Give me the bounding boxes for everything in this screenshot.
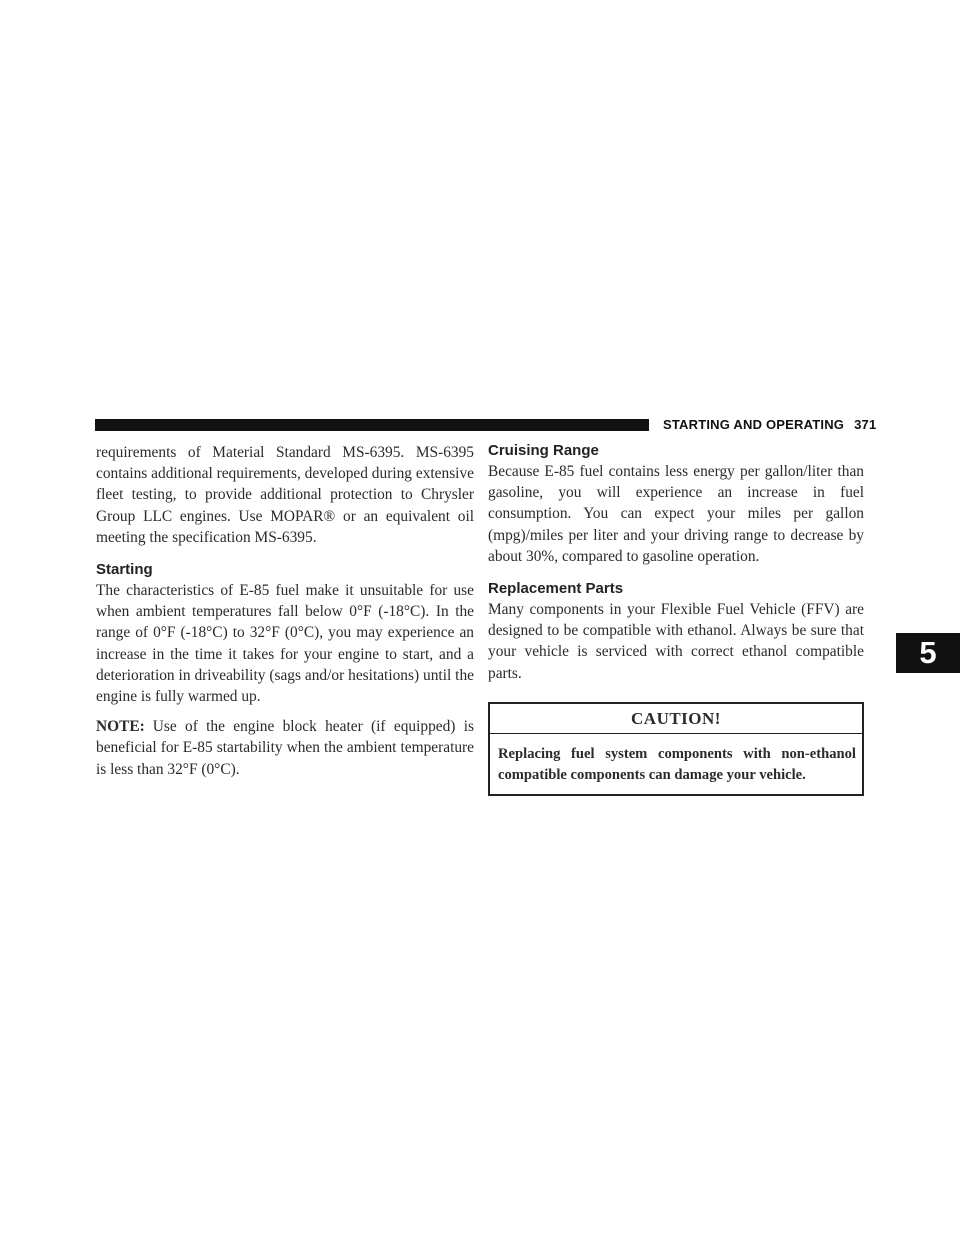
starting-paragraph: The characteristics of E-85 fuel make it unsuitable for use when ambient temperatures fall below 0°F (-18°C). In the range of 0°F (-18°C) to 32°F (0°C), you may experience an increase in the time it takes for your engine to start, and a deterioration in driveability (sags and/or hesitations) until the engine is fully warmed up.: [96, 582, 474, 706]
caution-text: Replacing fuel system components with non-ethanol compatible components can damage your vehicle.: [498, 745, 856, 783]
replacement-parts-heading: Replacement Parts: [488, 580, 624, 598]
replacement-parts-paragraph: Many components in your Flexible Fuel Vehicle (FFV) are designed to be compatible with ethanol. Always be sure that your vehicle is serviced with correct ethanol compatible parts.: [488, 601, 864, 682]
caution-title: CAUTION!: [490, 704, 862, 734]
cruising-range-heading: Cruising Range: [488, 442, 599, 459]
chapter-tab: 5: [896, 633, 960, 673]
header-rule: [95, 419, 649, 431]
note-text: Use of the engine block heater (if equipped) is beneficial for E-85 startability when the ambient temperature is less than 32°F (0°C).: [96, 718, 474, 778]
left-column: [96, 442, 474, 780]
cruising-range-paragraph: Because E-85 fuel contains less energy per gallon/liter than gasoline, you will experience an increase in fuel consumption. You can expect your miles per gallon (mpg)/miles per liter and your driving range to decrease by about 30%, compared to gasoline operation.: [488, 463, 864, 565]
page-number: 371: [854, 417, 877, 432]
running-header: [663, 417, 877, 432]
note-label: NOTE:: [96, 718, 145, 736]
note-paragraph: [96, 716, 474, 780]
caution-box: [488, 702, 864, 796]
right-column: [488, 442, 864, 796]
intro-paragraph: requirements of Material Standard MS-6395. MS-6395 contains additional requirements, developed during extensive fleet testing, to provide additional protection to Chrysler Group LLC engines. Use MOPAR® or an equivalent oil meeting the specification MS-6395.: [96, 444, 474, 546]
starting-heading: Starting: [96, 561, 153, 579]
section-title: STARTING AND OPERATING: [663, 417, 845, 432]
